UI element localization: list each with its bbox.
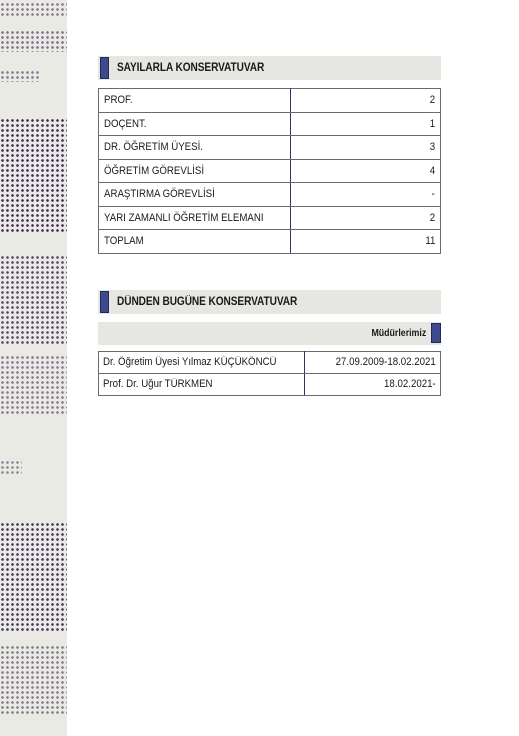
stats-table — [98, 88, 441, 254]
row-value: 2 — [429, 211, 435, 224]
section-marker — [100, 57, 109, 79]
table-row — [99, 183, 441, 207]
section-title: DÜNDEN BUGÜNE KONSERVATUVAR — [117, 295, 298, 308]
dot-pattern — [0, 460, 22, 474]
row-value: 1 — [429, 117, 435, 130]
row-value: - — [431, 188, 435, 201]
subsection-header-directors — [98, 322, 441, 345]
director-period: 18.02.2021- — [384, 378, 436, 390]
table-row — [99, 89, 441, 113]
director-period: 27.09.2009-18.02.2021 — [335, 356, 436, 368]
table-row — [99, 112, 441, 136]
row-value: 4 — [429, 164, 435, 177]
row-value: 2 — [429, 94, 435, 107]
page-content — [98, 56, 441, 396]
row-label: PROF. — [104, 94, 133, 107]
table-row — [99, 230, 441, 254]
section-marker — [100, 291, 109, 313]
row-value: 3 — [429, 141, 435, 154]
director-name: Dr. Öğretim Üyesi Yılmaz KÜÇÜKÖNCÜ — [103, 356, 277, 368]
dot-pattern — [0, 255, 67, 345]
table-row — [99, 159, 441, 183]
dot-pattern — [0, 522, 67, 632]
section-title: SAYILARLA KONSERVATUVAR — [117, 62, 265, 74]
subsection-marker — [431, 323, 441, 343]
row-label: DOÇENT. — [104, 117, 147, 130]
dot-pattern — [0, 30, 67, 52]
table-row — [99, 136, 441, 160]
table-row — [99, 206, 441, 230]
row-label: TOPLAM — [104, 235, 144, 248]
row-label: ÖĞRETİM GÖREVLİSİ — [104, 164, 205, 177]
table-row — [99, 351, 441, 373]
row-value: 11 — [424, 235, 435, 248]
director-name: Prof. Dr. Uğur TÜRKMEN — [103, 378, 213, 390]
dot-pattern — [0, 70, 40, 82]
dot-pattern — [0, 645, 67, 715]
section-header-history — [98, 290, 441, 314]
table-row — [99, 373, 441, 395]
subsection-title: Müdürlerimiz — [371, 327, 426, 339]
row-label: DR. ÖĞRETİM ÜYESİ. — [104, 141, 203, 154]
row-label: ARAŞTIRMA GÖREVLİSİ — [104, 188, 215, 201]
dot-pattern — [0, 2, 67, 16]
dot-pattern — [0, 118, 67, 234]
directors-table — [98, 351, 441, 396]
row-label: YARI ZAMANLI ÖĞRETİM ELEMANI — [104, 211, 264, 224]
dot-pattern — [0, 355, 67, 415]
decorative-sidebar — [0, 0, 67, 736]
section-header-stats — [98, 56, 441, 80]
